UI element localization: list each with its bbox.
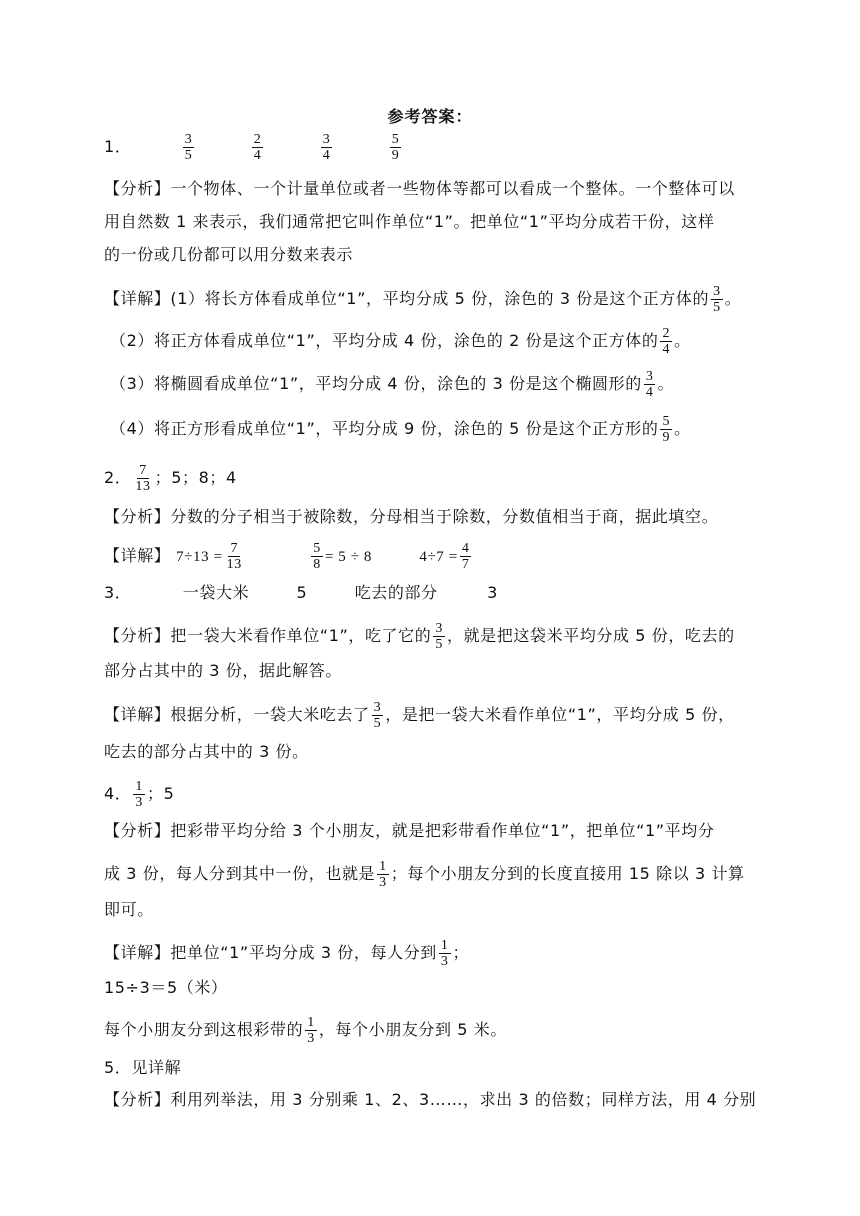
q1-detail-2-fraction: $\frac{2}{4}$ <box>662 326 671 357</box>
q4-detail-line-1: 【详解】把单位“1”平均分成 3 份，每人分到 $\frac{1}{3}$ ； <box>104 938 470 969</box>
q1-fraction-4: $\frac{5}{9}$ <box>391 132 400 163</box>
q2-fraction: $\frac{7}{13}$ <box>135 463 151 494</box>
q1-detail-3-text: （3）将椭圆看成单位“1”，平均分成 4 份，涂色的 3 份是这个椭圆形的 <box>110 374 642 393</box>
q1-fraction-1: $\frac{3}{5}$ <box>184 132 193 163</box>
q2-eq3-left: 4÷7 = <box>419 549 458 565</box>
q3-blank-2: 5 <box>296 583 308 602</box>
q1-detail-3-fraction: $\frac{3}{4}$ <box>645 369 654 400</box>
q2-detail <box>104 541 764 572</box>
q2-eq2-right: = 5 ÷ 8 <box>324 549 372 565</box>
q2-eq1-fraction: $\frac{7}{13}$ <box>226 541 242 572</box>
q1-detail-2-text: （2）将正方体看成单位“1”，平均分成 4 份，涂色的 2 份是这个正方体的 <box>110 331 659 350</box>
q1-detail-2: （2）将正方体看成单位“1”，平均分成 4 份，涂色的 2 份是这个正方体的 $\frac{2}{4}$ 。 <box>110 326 691 357</box>
q1-detail-4: （4）将正方形看成单位“1”，平均分成 9 份，涂色的 5 份是这个正方形的 $\frac{5}{9}$ 。 <box>110 414 691 445</box>
q4-answers: ；5 <box>147 784 175 803</box>
q3-blank-4: 3 <box>487 583 498 602</box>
q5-analysis: 【分析】利用列举法，用 3 分别乘 1、2、3……，求出 3 的倍数；同样方法，用 4 分别 <box>104 1090 757 1109</box>
q2-answers: ；5；8；4 <box>154 468 237 487</box>
q3-analysis-fraction: $\frac{3}{5}$ <box>435 621 443 652</box>
q3-detail-line-1: 【详解】根据分析，一袋大米吃去了 $\frac{3}{5}$ ，是把一袋大米看作单位“1”，平均分成 5 份， <box>104 700 735 731</box>
q4-analysis-line-2: 成 3 份，每人分到其中一份，也就是 $\frac{1}{3}$ ；每个小朋友分到的长度直接用 15 除以 3 计算 <box>104 859 745 890</box>
q3-detail-line-2: 吃去的部分占其中的 3 份。 <box>104 742 309 761</box>
q1-detail-3: （3）将椭圆看成单位“1”，平均分成 4 份，涂色的 3 份是这个椭圆形的 $\frac{3}{4}$ 。 <box>110 369 675 400</box>
q1-answer-line <box>104 132 764 163</box>
q3-analysis-line-2: 部分占其中的 3 份，据此解答。 <box>104 661 342 680</box>
q2-eq1-left: 7÷13 = <box>176 549 223 565</box>
q4-answer-line <box>104 779 764 810</box>
q3-number: 3． <box>104 583 132 602</box>
q3-answer-line <box>104 582 764 604</box>
q3-analysis-line-1: 【分析】把一袋大米看作单位“1”，吃了它的 $\frac{3}{5}$ ，就是把这袋米平均分成 5 份，吃去的 <box>104 621 735 652</box>
q1-fraction-2: $\frac{2}{4}$ <box>253 132 262 163</box>
q4-conclusion-fraction: $\frac{1}{3}$ <box>307 1015 315 1046</box>
q4-analysis-line-3: 即可。 <box>104 900 154 919</box>
q4-conclusion: 每个小朋友分到这根彩带的 $\frac{1}{3}$ ，每个小朋友分到 5 米。 <box>104 1015 507 1046</box>
q1-detail-1-text: 【详解】(1）将长方体看成单位“1”，平均分成 5 份，涂色的 3 份是这个正方体的 <box>104 289 710 308</box>
q1-detail-4-fraction: $\frac{5}{9}$ <box>662 414 671 445</box>
q2-answer-line <box>104 463 764 494</box>
q4-calculation: 15÷3＝5（米） <box>104 978 228 997</box>
q1-number: 1． <box>104 137 132 156</box>
q4-analysis-line-1: 【分析】把彩带平均分给 3 个小朋友，就是把彩带看作单位“1”，把单位“1”平均分 <box>104 821 715 840</box>
q4-number: 4． <box>104 784 132 803</box>
q1-analysis-line-1: 【分析】一个物体、一个计量单位或者一些物体等都可以看成一个整体。一个整体可以 <box>104 179 735 198</box>
q3-blank-3: 吃去的部分 <box>354 583 438 602</box>
q2-number: 2． <box>104 468 132 487</box>
q2-eq3-fraction: $\frac{4}{7}$ <box>461 541 470 572</box>
q2-analysis: 【分析】分数的分子相当于被除数，分母相当于除数，分数值相当于商，据此填空。 <box>104 507 719 526</box>
q1-detail-4-text: （4）将正方形看成单位“1”，平均分成 9 份，涂色的 5 份是这个正方形的 <box>110 419 659 438</box>
q1-analysis-line-2: 用自然数 1 来表示，我们通常把它叫作单位“1”。把单位“1”平均分成若干份，这样 <box>104 212 715 231</box>
q1-detail-1-fraction: $\frac{3}{5}$ <box>713 284 721 315</box>
page-title: 参考答案： <box>387 107 473 126</box>
q1-analysis-line-3: 的一份或几份都可以用分数来表示 <box>104 245 354 264</box>
q4-fraction: $\frac{1}{3}$ <box>135 779 143 810</box>
q1-detail-1: 【详解】(1）将长方体看成单位“1”，平均分成 5 份，涂色的 3 份是这个正方体的 $\frac{3}{5}$ 。 <box>104 284 742 315</box>
q2-detail-label: 【详解】 <box>104 546 171 565</box>
q3-detail-fraction: $\frac{3}{5}$ <box>373 700 382 731</box>
q5-answer-line: 5．见详解 <box>104 1058 182 1077</box>
q4-detail-fraction: $\frac{1}{3}$ <box>440 938 449 969</box>
q3-blank-1: 一袋大米 <box>182 583 250 602</box>
q4-analysis-fraction: $\frac{1}{3}$ <box>379 859 387 890</box>
q1-fraction-3: $\frac{3}{4}$ <box>322 132 331 163</box>
q2-eq2-fraction: $\frac{5}{8}$ <box>313 541 321 572</box>
